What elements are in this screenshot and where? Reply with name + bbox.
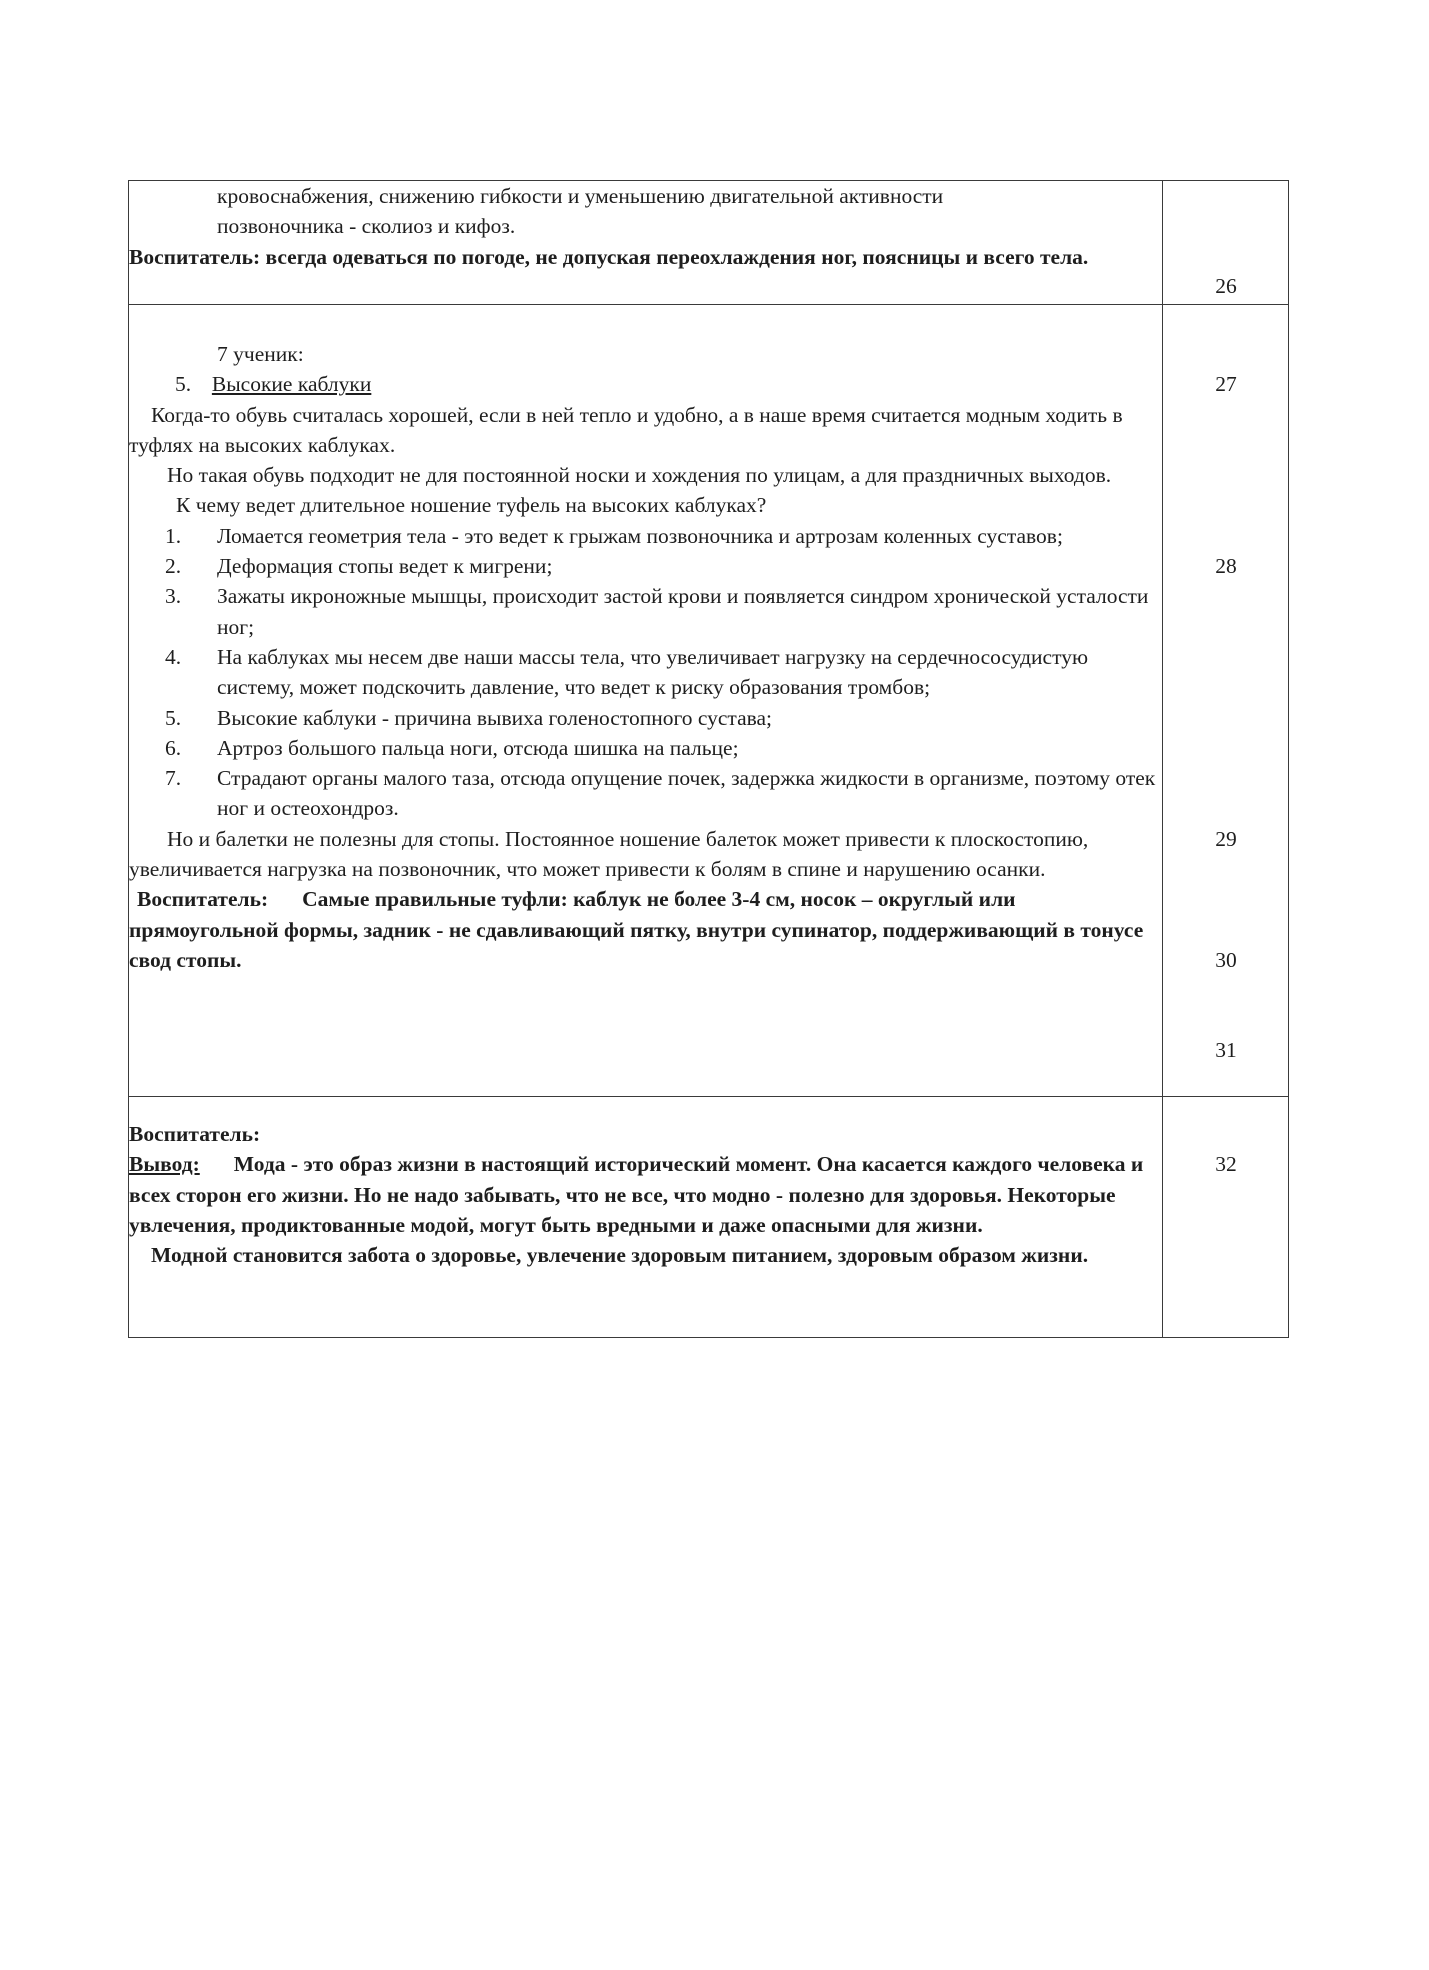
- slide-number: 27: [1215, 372, 1237, 396]
- list-item: 5. Высокие каблуки - причина вывиха голеностопного сустава;: [165, 705, 773, 730]
- slide-number-cell: [1163, 181, 1289, 305]
- slide-number: 30: [1215, 948, 1237, 972]
- table-row: [129, 305, 1289, 1097]
- heading-text: Высокие каблуки: [211, 372, 372, 397]
- final-statement: Модной становится забота о здоровье, увлечение здоровым питанием, здоровым образом жизни.: [151, 1243, 1089, 1268]
- paragraph: Но и балетки не полезны для стопы. Постоянное ношение балеток может привести к плоскостопию, увеличивается нагрузка на позвоночник, что может привести к болям в спине и нарушению осанки.: [129, 826, 1089, 882]
- continuation-line: кровоснабжения, снижению гибкости и уменьшению двигательной активности: [217, 184, 944, 208]
- slide-number: 28: [1215, 554, 1237, 578]
- list-item: 6. Артроз большого пальца ноги, отсюда шишка на пальце;: [165, 735, 739, 760]
- student-label: 7 ученик:: [217, 342, 304, 366]
- lesson-table: [128, 180, 1289, 1338]
- list-item: 1. Ломается геометрия тела - это ведет к грыжам позвоночника и артрозам коленных суставов;: [165, 523, 1063, 548]
- teacher-note: [129, 884, 1162, 975]
- paragraph: Но такая обувь подходит не для постоянной носки и хождения по улицам, а для праздничных выходов.: [167, 463, 1112, 488]
- teacher-label: Воспитатель:: [137, 887, 269, 912]
- slide-number-cell: [1163, 1097, 1289, 1338]
- paragraph: Когда-то обувь считалась хорошей, если в ней тепло и удобно, а в наше время считается модным ходить в туфлях на высоких каблуках.: [129, 402, 1123, 457]
- teacher-note: Воспитатель: всегда одеваться по погоде, не допуская переохлаждения ног, поясницы и всего тела.: [129, 244, 1089, 269]
- question: К чему ведет длительное ношение туфель на высоких каблуках?: [176, 493, 767, 518]
- text-cell: [129, 305, 1163, 1097]
- conclusion-label: Вывод:: [129, 1152, 200, 1177]
- list-item: 2. Деформация стопы ведет к мигрени;: [165, 554, 553, 579]
- slide-number: 26: [1215, 274, 1237, 298]
- slide-number: 29: [1215, 827, 1237, 851]
- list-item: 4. На каблуках мы несем две наши массы тела, что увеличивает нагрузку на сердечнососудистую систему, может подскочить давление, что ведет к риску образования тромбов;: [165, 644, 1089, 700]
- teacher-text: Самые правильные туфли: каблук не более 3-4 см, носок – округлый или прямоугольной формы, задник - не сдавливающий пятку, внутри супинатор, поддерживающий в тонусе свод стопы.: [129, 887, 1144, 972]
- slide-number-cell: [1163, 305, 1289, 1097]
- conclusion-text: Мода - это образ жизни в настоящий исторический момент. Она касается каждого человека и всех сторон его жизни. Но не надо забывать, что не все, что модно - полезно для здоровья. Некоторые увлечения, продиктованные модой, могут быть вредными и даже опасными для жизни.: [129, 1152, 1144, 1237]
- slide-number: 31: [1215, 1038, 1237, 1062]
- text-cell: [129, 181, 1163, 305]
- table-row: [129, 181, 1289, 305]
- effects-list: [129, 521, 1162, 824]
- list-item: 7. Страдают органы малого таза, отсюда опущение почек, задержка жидкости в организме, поэтому отек ног и остеохондроз.: [165, 766, 1156, 821]
- table-row: [129, 1097, 1289, 1338]
- slide-number: 32: [1215, 1152, 1237, 1176]
- heading-number: 5.: [175, 372, 192, 397]
- text-cell: [129, 1097, 1163, 1338]
- teacher-label: Воспитатель:: [129, 1122, 261, 1146]
- continuation-line: позвоночника - сколиоз и кифоз.: [217, 214, 516, 239]
- list-item: 3. Зажаты икроножные мышцы, происходит застой крови и появляется синдром хронической усталости ног;: [165, 584, 1149, 639]
- conclusion: [129, 1149, 1162, 1240]
- section-heading: [129, 369, 1162, 399]
